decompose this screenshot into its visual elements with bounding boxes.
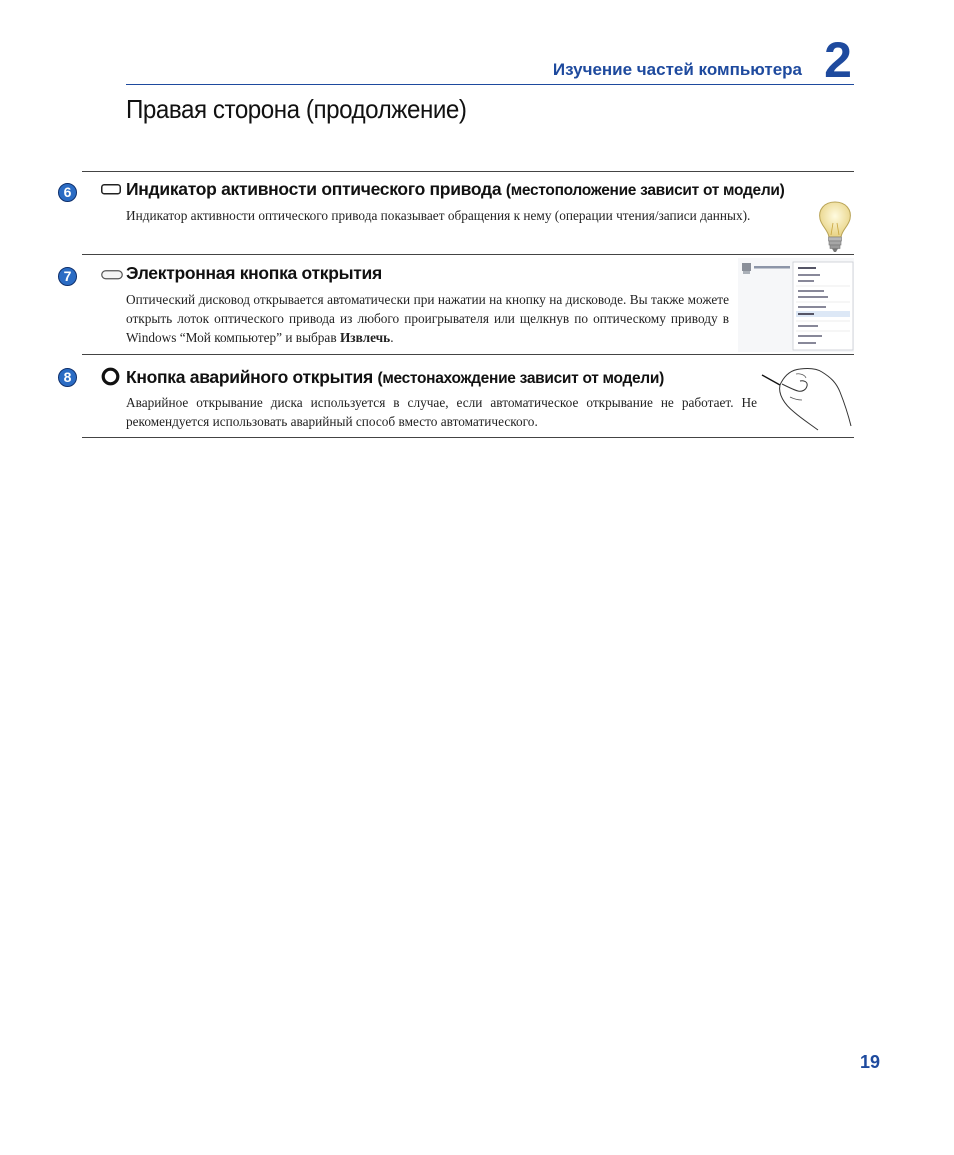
eject-button-icon <box>101 267 123 285</box>
chapter-title: Изучение частей компьютера <box>552 60 802 79</box>
section-6-subtitle: (местоположение зависит от модели) <box>505 182 785 199</box>
section-7-heading <box>126 263 382 284</box>
section-8-subtitle: (местонахождение зависит от модели) <box>377 370 664 387</box>
section-7-body-text: Оптический дисковод открывается автоматически при нажатии на кнопку на дисководе. Вы также можете открыть лоток оптического привода из любого проигрывателя или щелкнув по оптическому приводу в Windows “Мой компьютер” и выбрав <box>126 292 729 345</box>
section-8-body: Аварийное открывание диска используется в случае, если автоматическое открывание не работает. Не рекомендуется использовать аварийный способ вместо автоматического. <box>126 395 757 429</box>
section-8-top-rule <box>82 354 854 355</box>
page-title: Правая сторона (продолжение) <box>126 94 467 124</box>
optical-drive-led-icon <box>101 182 121 200</box>
section-7-body-end: . <box>390 330 394 345</box>
section-7-body-bold: Извлечь <box>339 330 391 345</box>
section-6-heading <box>126 179 784 200</box>
lightbulb-icon <box>815 199 855 260</box>
section-8-bottom-rule <box>82 437 854 438</box>
page-number: 19 <box>860 1052 881 1072</box>
section-7-top-rule <box>82 254 854 255</box>
section-7-title: Электронная кнопка открытия <box>126 263 382 283</box>
section-6-title: Индикатор активности оптического привода <box>126 179 502 199</box>
section-7-number-badge: 7 <box>58 267 77 286</box>
emergency-eject-icon <box>101 367 120 391</box>
section-8-title: Кнопка аварийного открытия <box>126 367 373 387</box>
header-divider <box>126 84 854 85</box>
section-7-body <box>126 290 729 347</box>
section-8-heading <box>126 367 664 388</box>
chapter-number: 2 <box>824 32 852 88</box>
section-6-top-rule <box>82 171 854 172</box>
section-6-body: Индикатор активности оптического привода показывает обращения к нему (операции чтения/записи данных). <box>126 208 751 223</box>
section-6-number-badge: 6 <box>58 183 77 202</box>
section-8-number-badge: 8 <box>58 368 77 387</box>
context-menu-screenshot <box>738 258 854 352</box>
hand-with-pin-icon <box>760 364 854 437</box>
